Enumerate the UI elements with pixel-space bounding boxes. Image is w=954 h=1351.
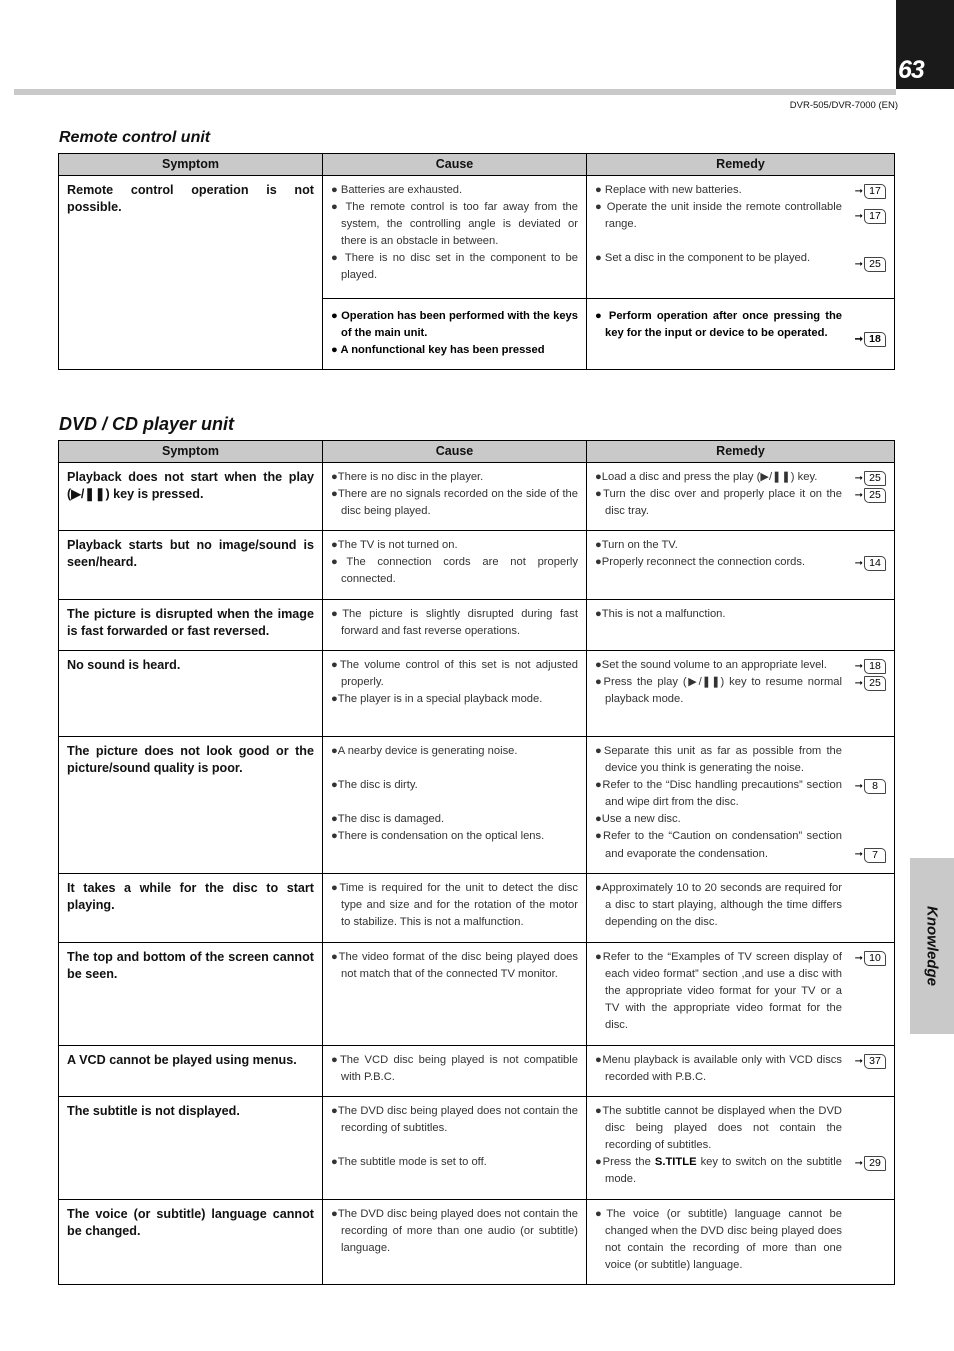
- cause-item: ●The DVD disc being played does not contain the recording of more than one audio (or subtitle) language.: [331, 1208, 578, 1255]
- arrow-icon: ➞: [854, 661, 863, 672]
- remedy-item: ●Properly reconnect the connection cords. ➞ 14: [595, 554, 842, 571]
- remedy-item: ●Approximately 10 to 20 seconds are required for a disc to start playing, although the time differs depending on the disc.: [595, 882, 842, 929]
- book-icon: 25: [864, 676, 886, 691]
- cause-cell: [323, 1097, 587, 1200]
- table-row: [59, 600, 895, 651]
- page-reference: [855, 470, 886, 487]
- page-reference: [855, 555, 886, 572]
- cause-item: ●The connection cords are not properly connected.: [331, 556, 578, 586]
- symptom-cell: No sound is heard.: [59, 651, 323, 737]
- remedy-item: ● Set a disc in the component to be played. ➞ 25: [595, 250, 842, 267]
- remedy-cell: [587, 1097, 895, 1200]
- book-icon: 14: [864, 556, 886, 571]
- cause-item: ●Time is required for the unit to detect the disc type and size and for the rotation of the motor to stabilize. This is not a malfunction.: [331, 882, 578, 929]
- symptom-cell: It takes a while for the disc to start playing.: [59, 874, 323, 943]
- cause-item: ●There are no signals recorded on the side of the disc being played.: [331, 488, 578, 518]
- table-row: [59, 1046, 895, 1097]
- remedy-item: ●Refer to the “Examples of TV screen display of each video format” section ,and use a disc with the appropriate video format for your TV or a TV with the appropriate video format for the disc. ➞ 10: [595, 949, 842, 1034]
- remedy-header: Remedy: [587, 441, 895, 463]
- arrow-icon: ➞: [854, 259, 863, 271]
- remedy-item: ● Perform operation after once pressing the key for the input or device to be operated. ➞ 18: [595, 308, 842, 342]
- symptom-cell: The subtitle is not displayed.: [59, 1097, 323, 1200]
- dvd-table: [58, 440, 895, 1285]
- symptom-cell: The picture is disrupted when the image is fast forwarded or fast reversed.: [59, 600, 323, 651]
- cause-item: ● There is no disc set in the component to be played.: [331, 252, 578, 282]
- arrow-icon: ➞: [854, 953, 863, 964]
- symptom-cell: The voice (or subtitle) language cannot be changed.: [59, 1200, 323, 1285]
- book-icon: 25: [864, 488, 886, 503]
- page-reference: [855, 778, 886, 795]
- remedy-item: ●Load a disc and press the play (▶/❚❚) key. ➞ 25: [595, 469, 842, 486]
- header-rule: [14, 89, 896, 95]
- model-label: DVR-505/DVR-7000 (EN): [789, 100, 898, 111]
- cause-cell: [323, 1200, 587, 1285]
- book-icon: 18: [864, 659, 886, 674]
- remedy-item: ●Turn on the TV.: [595, 539, 678, 551]
- arrow-icon: ➞: [854, 678, 863, 690]
- cause-cell: [323, 531, 587, 600]
- symptom-header: Symptom: [59, 154, 323, 176]
- book-icon: 8: [864, 779, 886, 794]
- arrow-icon: ➞: [854, 211, 863, 223]
- table-row: [59, 943, 895, 1046]
- page-reference: [855, 675, 886, 692]
- s-title-key: S.TITLE: [654, 1156, 697, 1169]
- book-icon: 10: [864, 951, 886, 966]
- symptom-cell: Playback starts but no image/sound is seen/heard.: [59, 531, 323, 600]
- cause-item: ●There is no disc in the player.: [331, 471, 484, 483]
- remedy-item: ●Refer to the “Caution on condensation” section and evaporate the condensation. ➞ 7: [595, 828, 842, 862]
- remedy-item: ● Replace with new batteries. ➞ 17: [595, 182, 842, 199]
- cause-cell: [323, 1046, 587, 1097]
- remedy-cell: [587, 531, 895, 600]
- cause-item: ●The video format of the disc being played does not match that of the connected TV monitor.: [331, 951, 578, 981]
- remedy-item: ●This is not a malfunction.: [595, 608, 726, 620]
- arrow-icon: ➞: [854, 849, 863, 861]
- arrow-icon: ➞: [854, 558, 863, 570]
- arrow-icon: ➞: [854, 473, 863, 484]
- table-row: [59, 737, 895, 874]
- table-row: [59, 531, 895, 600]
- remedy-cell: [587, 298, 895, 369]
- cause-item: ● The remote control is too far away from the system, the controlling angle is deviated or there is an obstacle in between.: [331, 201, 578, 248]
- arrow-icon: ➞: [854, 333, 863, 345]
- page-reference: [855, 331, 886, 348]
- symptom-cell: A VCD cannot be played using menus.: [59, 1046, 323, 1097]
- book-icon: 37: [864, 1054, 886, 1069]
- symptom-header: Symptom: [59, 441, 323, 463]
- cause-item: ●The picture is slightly disrupted during fast forward and fast reverse operations.: [331, 608, 578, 638]
- page-reference: [855, 1053, 886, 1070]
- cause-cell: [323, 943, 587, 1046]
- page-reference: [855, 1155, 886, 1172]
- remedy-item: ●The subtitle cannot be displayed when the DVD disc being played does not contain the recording of subtitles.: [595, 1105, 842, 1152]
- cause-cell: [323, 463, 587, 531]
- page-reference: [855, 208, 886, 225]
- page-reference: [855, 256, 886, 273]
- remedy-item: ●Menu playback is available only with VCD discs recorded with P.B.C. ➞ 37: [595, 1052, 842, 1086]
- remedy-cell: [587, 1200, 895, 1285]
- cause-item: ● Batteries are exhausted.: [331, 184, 463, 196]
- page-number: 63: [898, 56, 924, 84]
- knowledge-side-tab: [910, 858, 954, 1034]
- book-icon: 25: [864, 471, 886, 486]
- cause-item: ●The subtitle mode is set to off.: [331, 1156, 487, 1169]
- cause-item: ●The disc is dirty.: [331, 779, 418, 792]
- table-row: [59, 1097, 895, 1200]
- cause-cell: [323, 874, 587, 943]
- arrow-icon: ➞: [854, 1158, 863, 1170]
- remedy-cell: [587, 600, 895, 651]
- remedy-cell: [587, 463, 895, 531]
- remedy-item: ●Press the S.TITLE key to switch on the subtitle mode. ➞ 29: [595, 1154, 842, 1188]
- cause-item: ● A nonfunctional key has been pressed: [331, 343, 545, 356]
- remedy-item: ●Turn the disc over and properly place it on the disc tray. ➞ 25: [595, 486, 842, 520]
- book-icon: 17: [864, 209, 886, 224]
- arrow-icon: ➞: [854, 781, 863, 793]
- remedy-cell: [587, 737, 895, 874]
- cause-item: ●The TV is not turned on.: [331, 539, 458, 551]
- table-row: [59, 651, 895, 737]
- symptom-cell: The picture does not look good or the picture/sound quality is poor.: [59, 737, 323, 874]
- cause-item: ●The volume control of this set is not adjusted properly.: [331, 659, 578, 689]
- table-row: [59, 463, 895, 531]
- remedy-item: ●Refer to the “Disc handling precautions” section and wipe dirt from the disc. ➞ 8: [595, 777, 842, 811]
- symptom-cell: The top and bottom of the screen cannot be seen.: [59, 943, 323, 1046]
- remote-section-title: Remote control unit: [59, 129, 211, 146]
- cause-item: ●The VCD disc being played is not compatible with P.B.C.: [331, 1054, 578, 1084]
- page-reference: [855, 658, 886, 675]
- remedy-cell: [587, 943, 895, 1046]
- cause-header: Cause: [323, 154, 587, 176]
- page-reference: [855, 846, 886, 863]
- cause-item: ●A nearby device is generating noise.: [331, 745, 518, 757]
- table-row: [59, 874, 895, 943]
- page-reference: [855, 487, 886, 504]
- arrow-icon: ➞: [854, 490, 863, 502]
- cause-item: ●The DVD disc being played does not contain the recording of subtitles.: [331, 1105, 578, 1135]
- remedy-cell: [587, 176, 895, 299]
- remedy-item: ● Operate the unit inside the remote controllable range. ➞ 17: [595, 199, 842, 233]
- cause-cell: [323, 737, 587, 874]
- remedy-item: ●Separate this unit as far as possible from the device you think is generating the noise.: [595, 745, 842, 775]
- book-icon: 25: [864, 257, 886, 272]
- dvd-section-title: DVD / CD player unit: [59, 414, 235, 434]
- arrow-icon: ➞: [854, 1056, 863, 1067]
- remedy-cell: [587, 874, 895, 943]
- symptom-cell: Playback does not start when the play (▶/❚❚) key is pressed.: [59, 463, 323, 531]
- dvd-header-row: [59, 441, 895, 463]
- remedy-item: ●Press the play (▶/❚❚) key to resume normal playback mode. ➞ 25: [595, 674, 842, 708]
- remedy-item: ●The voice (or subtitle) language cannot be changed when the DVD disc being played does not contain the recording of more than one voice (or subtitle) language.: [595, 1208, 842, 1272]
- remedy-item: ●Set the sound volume to an appropriate level. ➞ 18: [595, 657, 842, 674]
- cause-item: ●The disc is damaged.: [331, 813, 445, 826]
- page-reference: [855, 950, 886, 967]
- cause-cell: [323, 600, 587, 651]
- book-icon: 17: [864, 184, 886, 199]
- remedy-cell: [587, 651, 895, 737]
- table-row: [59, 1200, 895, 1285]
- book-icon: 29: [864, 1156, 886, 1171]
- cause-item: ●There is condensation on the optical lens.: [331, 830, 545, 843]
- table-row: [59, 176, 895, 299]
- cause-item: ●The player is in a special playback mode.: [331, 693, 543, 706]
- symptom-cell: Remote control operation is not possible.: [59, 176, 323, 370]
- page-number-tab: [896, 0, 954, 89]
- cause-header: Cause: [323, 441, 587, 463]
- cause-cell: [323, 298, 587, 369]
- cause-cell: [323, 651, 587, 737]
- remedy-item: ●Use a new disc.: [595, 813, 681, 826]
- arrow-icon: ➞: [854, 186, 863, 197]
- remote-header-row: [59, 154, 895, 176]
- side-tab-label: Knowledge: [923, 905, 941, 987]
- book-icon: 7: [864, 848, 886, 863]
- remote-table: [58, 153, 895, 370]
- remedy-cell: [587, 1046, 895, 1097]
- cause-cell: [323, 176, 587, 299]
- book-icon: 18: [864, 332, 886, 347]
- remedy-header: Remedy: [587, 154, 895, 176]
- cause-item: ● Operation has been performed with the keys of the main unit.: [331, 309, 578, 339]
- page-reference: [855, 183, 886, 200]
